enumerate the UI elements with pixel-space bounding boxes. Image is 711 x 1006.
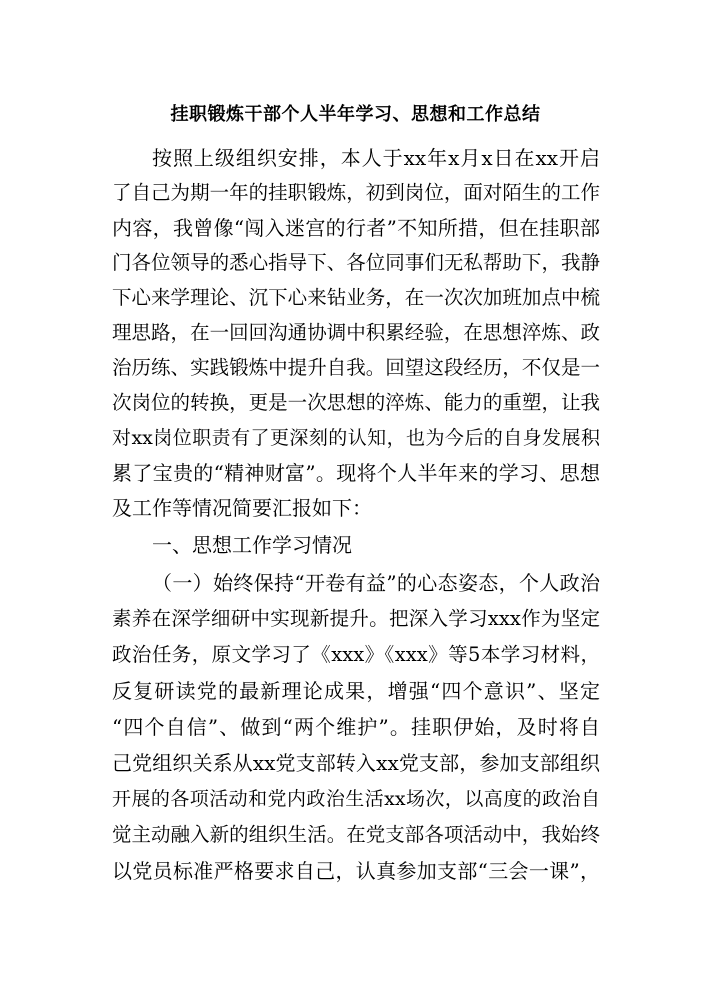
paragraph-line: 理思路，在一回回沟通协调中积累经验，在思想淬炼、政 <box>112 321 600 344</box>
paragraph-line: 按照上级组织安排，本人于xx年x月x日在xx开启 <box>152 146 600 170</box>
paragraph-line: 己党组织关系从xx党支部转入xx党支部，参加支部组织 <box>112 751 600 775</box>
document-title: 挂职锻炼干部个人半年学习、思想和工作总结 <box>170 104 541 125</box>
paragraph-line: 次岗位的转换，更是一次思想的淬炼、能力的重塑，让我 <box>112 391 600 414</box>
section-heading: 一、思想工作学习情况 <box>152 533 352 557</box>
paragraph-line: 反复研读党的最新理论成果，增强“四个意识”、坚定 <box>112 679 600 703</box>
paragraph-line: 对xx岗位职责有了更深刻的认知，也为今后的自身发展积 <box>112 427 600 449</box>
paragraph-line: 下心来学理论、沉下心来钻业务，在一次次加班加点中梳 <box>112 286 600 309</box>
paragraph-line: 开展的各项活动和党内政治生活xx场次，以高度的政治自 <box>112 788 600 810</box>
paragraph-line: 以党员标准严格要求自己，认真参加支部“三会一课”， <box>112 859 600 883</box>
paragraph-line: 累了宝贵的“精神财富”。现将个人半年来的学习、思想 <box>112 461 600 485</box>
paragraph-line: 门各位领导的悉心指导下、各位同事们无私帮助下，我静 <box>112 251 600 274</box>
paragraph-line: （一）始终保持“开卷有益”的心态姿态，个人政治 <box>152 571 600 595</box>
paragraph-line: 治历练、实践锻炼中提升自我。回望这段经历，不仅是一 <box>112 356 600 379</box>
paragraph-line: 了自己为期一年的挂职锻炼，初到岗位，面对陌生的工作 <box>112 181 600 204</box>
paragraph-line: 及工作等情况简要汇报如下： <box>112 496 372 520</box>
paragraph-line: 素养在深学细研中实现新提升。把深入学习xxx作为坚定 <box>112 607 600 630</box>
paragraph-line: 内容，我曾像“闯入迷宫的行者”不知所措，但在挂职部 <box>112 216 600 240</box>
paragraph-line: “四个自信”、做到“两个维护”。挂职伊始，及时将自 <box>112 715 600 739</box>
paragraph-line: 政治任务，原文学习了《xxx》《xxx》等5本学习材料， <box>112 643 600 666</box>
paragraph-line: 觉主动融入新的组织生活。在党支部各项活动中，我始终 <box>112 823 600 846</box>
